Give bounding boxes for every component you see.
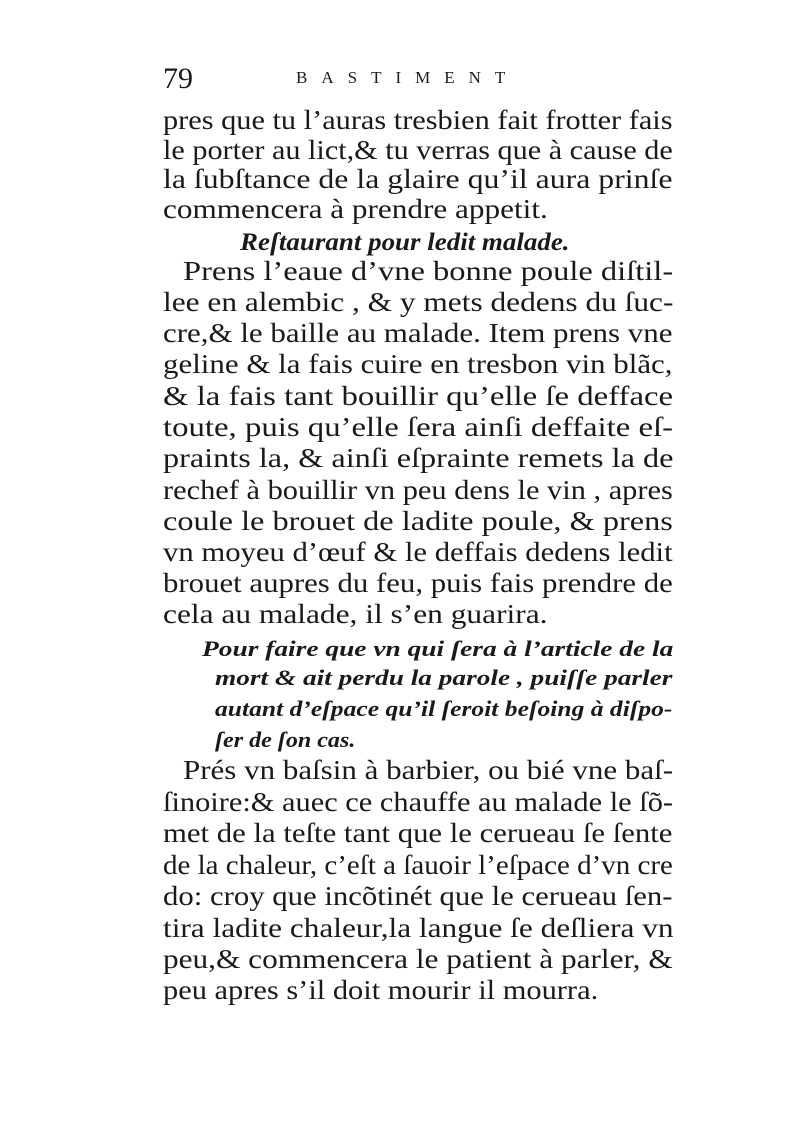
text-line: ſinoire:& auec ce chauffe au malade le ſõ- — [163, 787, 674, 817]
text-line: le porter au lict,& tu verras que à cause de — [163, 135, 673, 165]
text-line: brouet aupres du feu, puis fais prendre de — [163, 568, 673, 598]
text-line: Prés vn baſsin à barbier, ou bié vne baſ- — [183, 755, 674, 785]
text-line: lee en alembic , & y mets dedens du ſuc- — [163, 287, 674, 317]
text-line: & la fais tant bouillir qu’elle ſe defface — [163, 381, 674, 411]
text-line: pres que tu l’auras tresbien fait frotter fais — [163, 105, 673, 135]
text-line: vn moyeu d’œuf & le deffais dedens ledit — [163, 537, 673, 567]
text-line: met de la teſte tant que le cerueau ſe ſente — [163, 818, 673, 848]
text-line: peu,& commencera le patient à parler, & — [163, 944, 673, 974]
text-line: do: croy que incõtinét que le cerueau ſen- — [163, 881, 673, 911]
text-line: praints la, & ainſi eſprainte remets la de — [163, 443, 674, 473]
section-heading-line: ſer de ſon cas. — [215, 727, 356, 752]
text-line: rechef à bouillir vn peu dens le vin , apres — [163, 475, 673, 505]
text-line: de la chaleur, c’eſt a ſauoir l’eſpace d’vn cre — [163, 850, 673, 880]
section-heading-line: mort & ait perdu la parole , puiſſe parler — [215, 665, 673, 690]
text-line: Prens l’eaue d’vne bonne poule diſtil- — [183, 256, 674, 286]
text-line: la ſubſtance de la glaire qu’il aura prinſe — [163, 164, 673, 194]
section-heading-line: Pour faire que vn qui ſera à l’article de la — [202, 636, 674, 661]
text-line: peu apres s’il doit mourir il mourra. — [163, 975, 599, 1005]
text-line: cela au malade, il s’en guarira. — [163, 599, 548, 629]
text-line: tira ladite chaleur,la langue ſe deſliera vn — [163, 913, 674, 943]
text-line: coule le brouet de ladite poule, & prens — [163, 506, 673, 536]
text-line: cre,& le baille au malade. Item prens vne — [163, 318, 673, 348]
section-heading: Reſtaurant pour ledit malade. — [240, 229, 570, 256]
text-line: geline & la fais cuire en tresbon vin blãc, — [163, 349, 673, 379]
section-heading-line: autant d’eſpace qu’il ſeroit beſoing à diſpo- — [215, 696, 673, 721]
page-header — [163, 62, 663, 102]
text-line: commencera à prendre appetit. — [163, 194, 548, 224]
running-head: BASTIMENT — [296, 68, 520, 87]
page-number: 79 — [163, 62, 193, 95]
text-line: toute, puis qu’elle ſera ainſi deffaite eſ- — [163, 412, 674, 442]
